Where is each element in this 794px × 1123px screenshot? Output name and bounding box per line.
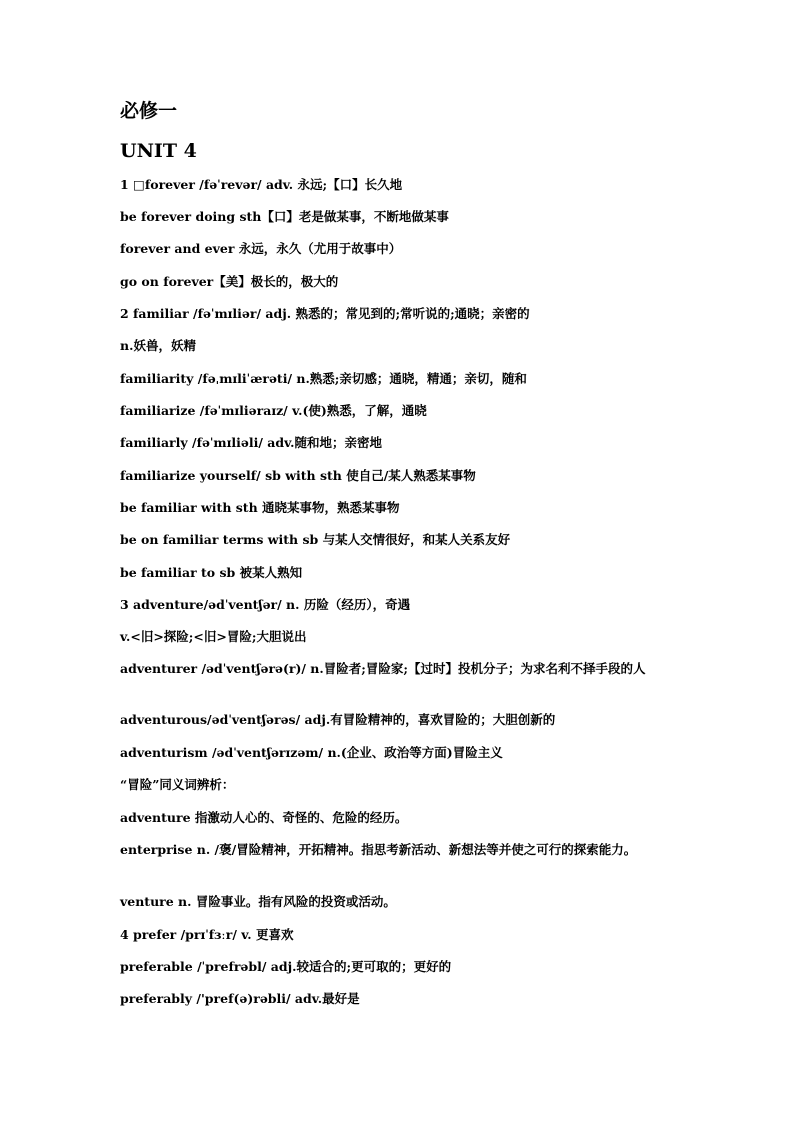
vocab-line: 2 familiar /fəˈmɪliər/ adj. 熟悉的；常见到的;常听说的;通晓；亲密的 bbox=[120, 306, 530, 321]
volume-title: 必修一 bbox=[120, 100, 178, 122]
vocab-line: preferably /'pref(ə)rəbli/ adv.最好是 bbox=[120, 991, 360, 1006]
vocab-line: be familiar to sb 被某人熟知 bbox=[120, 565, 303, 580]
vocab-line: adventure 指激动人心的、奇怪的、危险的经历。 bbox=[120, 810, 408, 825]
vocab-line: adventurism /ədˈventʃərɪzəm/ n.(企业、政治等方面)冒险主义 bbox=[120, 745, 503, 760]
vocab-line: v.<旧>探险;<旧>冒险;大胆说出 bbox=[120, 629, 307, 644]
vocab-line: familiarity /fəˌmɪliˈærəti/ n.熟悉;亲切感；通晓，精通；亲切，随和 bbox=[120, 371, 527, 386]
vocab-line: be on familiar terms with sb 与某人交情很好，和某人关系友好 bbox=[120, 532, 511, 547]
vocab-line: 4 prefer /prɪˈfɜːr/ v. 更喜欢 bbox=[120, 927, 294, 942]
vocab-line: adventurous/ədˈventʃərəs/ adj.有冒险精神的，喜欢冒险的；大胆创新的 bbox=[120, 712, 556, 727]
unit-title: UNIT 4 bbox=[120, 140, 197, 162]
vocab-line: adventurer /ədˈventʃərə(r)/ n.冒险者;冒险家;【过时】投机分子；为求名利不择手段的人 bbox=[120, 661, 646, 676]
vocab-line: 1 □forever /fəˈrevər/ adv. 永远;【口】长久地 bbox=[120, 177, 403, 192]
vocab-line: forever and ever 永远，永久（尤用于故事中） bbox=[120, 241, 402, 256]
vocab-line: enterprise n. /褒/冒险精神，开拓精神。指思考新活动、新想法等并使之可行的探索能力。 bbox=[120, 842, 637, 857]
vocab-line: n.妖兽，妖精 bbox=[120, 338, 196, 353]
vocab-line: “冒险”同义词辨析： bbox=[120, 777, 235, 792]
vocab-line: 3 adventure/ədˈventʃər/ n. 历险（经历），奇遇 bbox=[120, 597, 411, 612]
vocab-line: preferable /ˈprefrəbl/ adj.较适合的;更可取的；更好的 bbox=[120, 959, 452, 974]
vocab-line: venture n. 冒险事业。指有风险的投资或活动。 bbox=[120, 894, 396, 909]
vocab-line: be forever doing sth【口】老是做某事，不断地做某事 bbox=[120, 209, 449, 224]
vocab-line: be familiar with sth 通晓某事物，熟悉某事物 bbox=[120, 500, 400, 515]
vocab-line: familiarly /fəˈmɪliəli/ adv.随和地；亲密地 bbox=[120, 435, 382, 450]
vocab-line: familiarize yourself/ sb with sth 使自己/某人熟悉某事物 bbox=[120, 468, 476, 483]
vocab-line: familiarize /fəˈmɪliəraɪz/ v.(使)熟悉，了解，通晓 bbox=[120, 403, 427, 418]
vocab-line: go on forever【美】极长的，极大的 bbox=[120, 274, 339, 289]
